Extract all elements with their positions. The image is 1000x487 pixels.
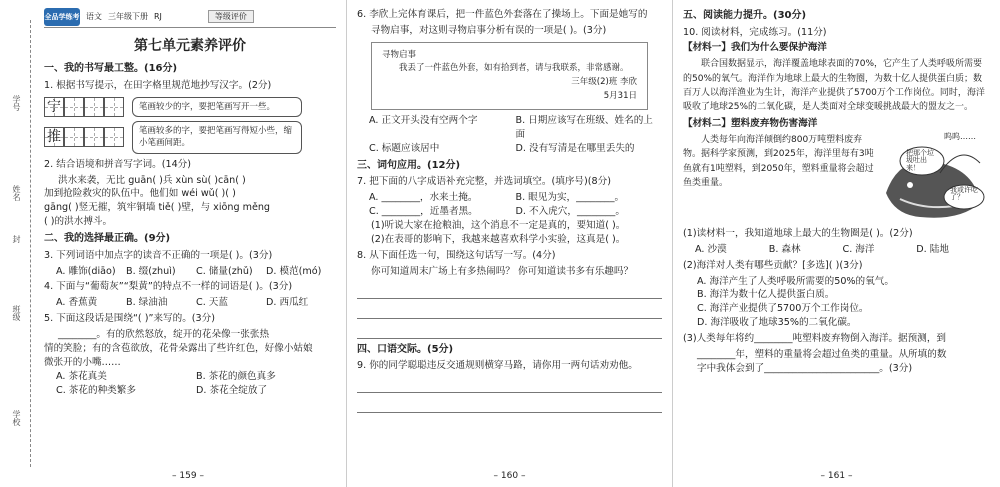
page-160 [346,0,672,487]
q2-line-2: 加到抢险救灾的队伍中。他们如 wéi wǔ( )( ) [44,188,236,200]
q3-options [44,265,336,279]
option[interactable]: C. 天蓝 [196,297,228,309]
writing-tip-2: 笔画较多的字，要把笔画写得短小些，缩小笔画间距。 [132,121,302,154]
q5-line-1: ________。有的欣然怒放，绽开的花朵像一张张热 [58,329,270,341]
question-3: 3. 下列词语中加点字的读音不正确的一项是( )。(3分) [44,249,273,261]
idiom-blank[interactable]: D. 不入虎穴，________。 [515,206,625,218]
question-5: 5. 下面这段话是围绕“( )”来写的。(3分) [44,313,215,325]
q7-sub-1: (1)听说大家在抢粮油，这个消息不一定是真的，要知道( )。 [371,220,626,232]
question-9: 9. 你的同学聪聪违反交通规则横穿马路，请你用一两句话劝劝他。 [357,360,638,372]
page-161-content [683,6,990,376]
margin-label-name: 姓名 [12,185,21,201]
page-header [44,6,336,28]
margin-label-class: 班级 [12,305,21,321]
sub-question-2: (2)海洋对人类有哪些贡献？[多选]( )(3分) [683,259,863,271]
sub-question-1: (1)读材料一，我知道地球上最大的生物圈是( )。(2分) [683,227,913,239]
grade: 三年级下册 [108,11,148,21]
section-5-heading: 五、阅读能力提升。(30分) [683,10,807,21]
answer-line[interactable] [357,397,662,413]
option[interactable]: D. 海洋吸收了地球35%的二氧化碳。 [697,317,857,329]
sub-question-3-line-2: ________年，塑料的重量将会超过鱼类的重量。从所填的数 [697,349,947,361]
section-1-heading: 一、我的书写最工整。(16分) [44,63,178,75]
option[interactable]: A. 茶花真美 [56,370,107,382]
cut-line [30,20,31,467]
material-2-text: 人类每年向海洋倾倒约800万吨塑料废弃物。据科学家预测，到2025年，海洋里每有3吨鱼就有1吨塑料，到2050年，塑料重量将会超过鱼类重量。 [683,134,874,188]
bubble-crying: 呜呜…… [944,131,976,141]
option[interactable]: B. 茶花的颜色真多 [196,370,276,382]
idiom-blank[interactable]: B. 眼见为实，________。 [515,192,625,204]
question-6-line-2: 寻物启事，对这则寻物启事分析有误的一项是( )。(3分) [371,24,607,36]
sq1-options [683,243,990,257]
question-2: 2. 结合语境和拼音写字词。(14分) [44,158,192,170]
material-2-title: 【材料二】塑料废弃物伤害海洋 [683,117,818,129]
option[interactable]: C. 标题应该居中 [369,143,440,154]
q4-options [44,296,336,310]
option[interactable]: C. 茶花的种类繁多 [56,384,136,396]
q5-line-3: 微张开的小嘴…… [44,357,121,369]
option[interactable]: B. 海洋为数十亿人提供蛋白质。 [697,289,835,301]
page-159-content [44,32,336,398]
notice-date: 5月31日 [603,90,637,101]
writing-tip-1: 笔画较少的字，要把笔画写开一些。 [132,97,302,117]
option[interactable]: B. 森林 [768,243,801,255]
option[interactable]: D. 茶花全绽放了 [196,384,268,396]
answer-line[interactable] [357,303,662,319]
grade-eval-box: 等级评价 [208,10,254,24]
option[interactable]: B. 缀(zhuì) [126,265,176,277]
brand-logo: 全品学练考 [44,8,80,26]
margin-label-seal: 封 [12,235,21,243]
material-1-text: 联合国数据显示，海洋覆盖地球表面的70%，它产生了人类呼吸所需要的50%的氧气。海洋作为地球上最大的生物圈，为数十亿人提供蛋白质；数百万人以海洋渔业为生计，海洋产业提供了5700万个工作岗位。同时，海洋吸收了地球25%的二氧化碳，是人类面对全球变暖挑战最大的盟友之一。 [683,59,985,113]
option[interactable]: C. 海洋产业提供了5700万个工作岗位。 [697,303,869,315]
bubble-spit: 把那个垃圾吐出来！ [906,148,934,173]
page-160-content [357,6,662,417]
page-161 [672,0,1000,487]
idiom-blank[interactable]: C. ________，近墨者黑。 [369,206,478,218]
whale-illustration [880,133,990,225]
option[interactable]: B. 绿油油 [126,297,168,309]
option[interactable]: A. 正文开头没有空两个字 [369,115,478,127]
idiom-blank[interactable]: A. ________，水来土掩。 [369,192,478,204]
notice-body: 我丢了一件蓝色外套，如有拾到者，请与我联系，非常感谢。 [399,63,629,74]
option[interactable]: D. 陆地 [916,243,949,255]
q7-options [357,191,662,219]
section-2-heading: 二、我的选择最正确。(9分) [44,233,171,245]
edition: RJ [154,11,162,21]
notice-signature: 三年级(2)班 李欣 [571,77,637,87]
sub-question-3-line-1: (3)人类每年将约________吨塑料废弃物倒入海洋。据预测，到 [683,333,947,345]
lost-notice-box [371,42,648,110]
section-4-heading: 四、口语交际。(5分) [357,343,454,355]
page-title: 第七单元素养评价 [134,38,246,54]
copy-row-1 [44,97,336,117]
binding-margin [0,0,40,487]
page-159 [0,0,346,487]
tianzige-cells[interactable] [44,127,124,147]
option[interactable]: C. 储量(zhǔ) [196,265,253,277]
bubble-ate: 我或许吃了？ [950,185,978,202]
q2-line-4: ( )的洪水搏斗。 [44,216,113,228]
q7-sub-2: (2)在表哥的影响下，我越来越喜欢科学小实验，这真是( )。 [371,234,626,246]
question-8: 8. 从下面任选一句，围绕这句话写一写。(4分) [357,249,556,261]
page-number: – 159 – [172,470,204,481]
page-number: – 161 – [820,470,853,481]
question-4: 4. 下面与“葡萄灰”“梨黄”的特点不一样的词语是( )。(3分) [44,281,293,293]
material-1-title: 【材料一】我们为什么要保护海洋 [683,42,827,54]
option[interactable]: D. 没有写清是在哪里丢失的 [515,143,635,154]
question-10: 10. 阅读材料，完成练习。(11分) [683,26,827,38]
question-6-line-1: 6. 李欣上完体育课后，把一件蓝色外套落在了操场上。下面是她写的 [357,9,648,20]
q2-line-1: 洪水来袭，无比 guān( )兵 xùn sù( )cān( ) [58,174,246,186]
option[interactable]: D. 西瓜红 [266,297,309,309]
q8-prompts: 你可知道周末广场上有多热闹吗？ 你可知道读书多有乐趣吗？ [371,265,634,277]
question-7: 7. 把下面的八字成语补充完整，并选词填空。(填序号)(8分) [357,176,611,188]
option[interactable]: A. 沙漠 [695,243,727,255]
q5-line-2: 情的笑脸；有的含苞欲放，花骨朵露出了些许红色，好像小姑娘 [44,343,313,355]
option[interactable]: A. 海洋产生了人类呼吸所需要的50%的氧气。 [697,275,894,287]
page-number: – 160 – [493,470,526,481]
subject: 语文 [86,11,102,21]
q2-line-3: gāng( )竖无摧，筑牢铜墙 tiě( )壁，与 xiōng měng [44,202,271,214]
option[interactable]: A. 香蕉黄 [56,297,98,309]
sample-char-1: 宁 [47,98,61,115]
margin-label-school: 学校 [12,410,21,426]
option[interactable]: D. 模范(mó) [266,265,322,277]
margin-label-id: 学号 [12,95,21,111]
whale-icon [880,133,990,225]
option[interactable]: A. 雕饰(diāo) [56,265,116,277]
question-1: 1. 根据书写提示，在田字格里规范地抄写汉字。(2分) [44,79,272,91]
sub-question-3-line-3: 字中我体会到了________________________。(3分) [697,362,913,374]
section-3-heading: 三、词句应用。(12分) [357,159,461,171]
notice-title: 寻物启事 [382,49,417,60]
answer-line[interactable] [357,283,662,299]
q6-options [357,114,662,156]
option[interactable]: B. 日期应该写在班级、姓名的上面 [515,115,653,141]
answer-line[interactable] [357,323,662,339]
option[interactable]: C. 海洋 [842,243,875,255]
material-2-block [683,133,990,225]
q5-options [44,370,336,398]
copy-row-2 [44,121,336,154]
answer-line[interactable] [357,377,662,393]
sample-char-2: 推 [47,129,61,146]
tianzige-cells[interactable] [44,97,124,117]
